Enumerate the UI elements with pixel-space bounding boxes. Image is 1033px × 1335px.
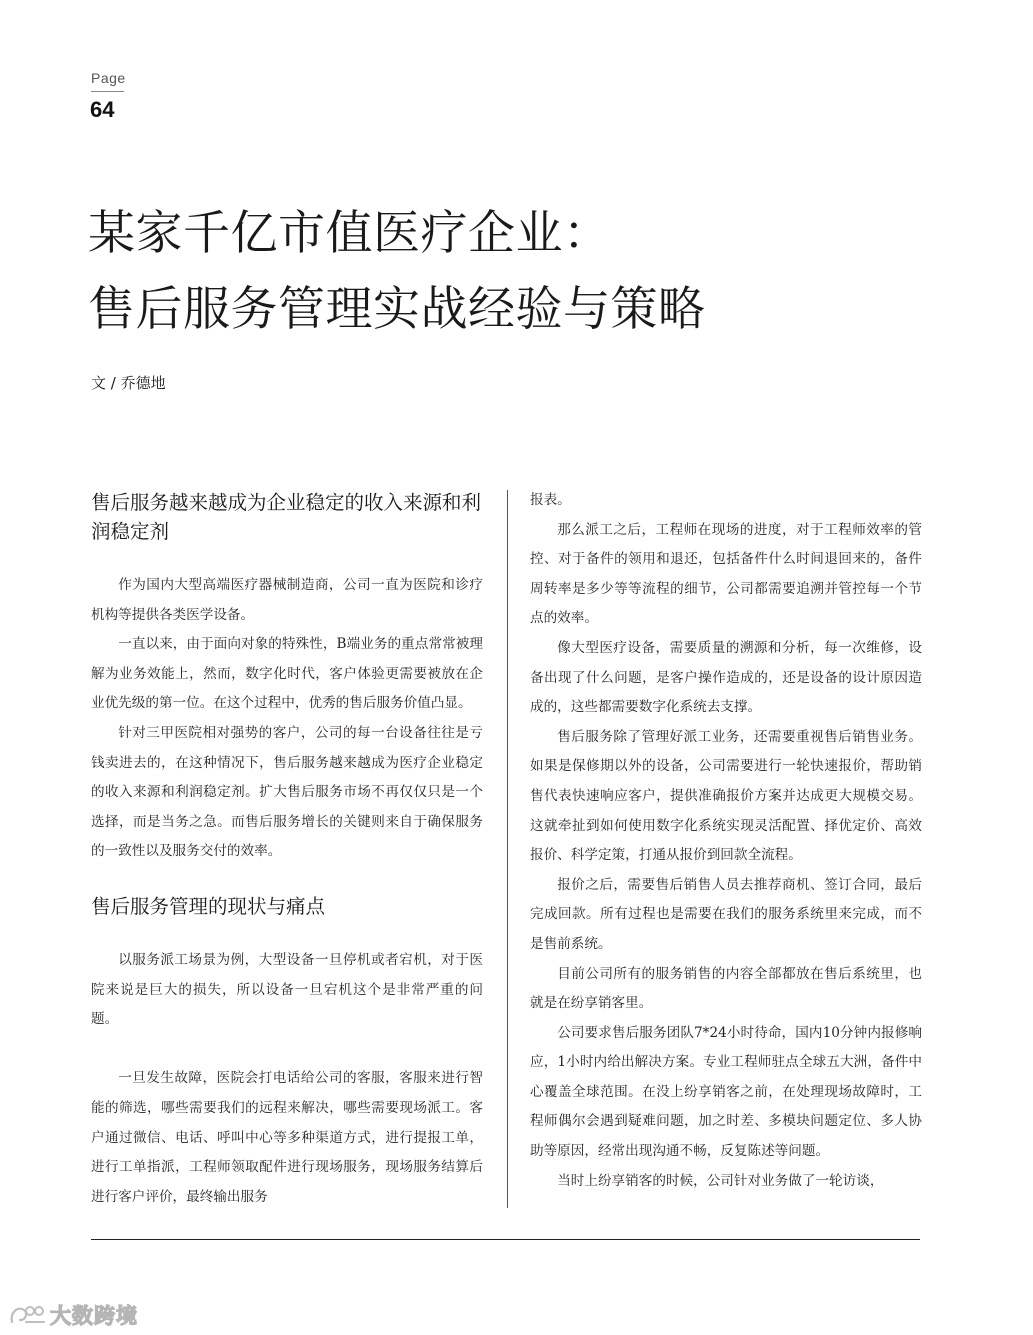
paragraph: 以服务派工场景为例，大型设备一旦停机或者宕机，对于医院来说是巨大的损失，所以设备一旦宕机这个是非常严重的问题。 [91, 951, 483, 1028]
watermark-text: 大数跨境 [50, 1304, 138, 1328]
column-divider [507, 490, 508, 1208]
byline: 文 / 乔德地 [91, 374, 166, 392]
title-line-2: 售后服务管理实战经验与策略 [88, 282, 706, 337]
paragraph: 一旦发生故障，医院会打电话给公司的客服，客服来进行智能的筛选，哪些需要我们的远程来解决，哪些需要现场派工。客户通过微信、电话、呼叫中心等多种渠道方式，进行提报工单，进行工单指派，工程师领取配件进行现场服务，现场服务结算后进行客户评价，最终输出服务 [91, 1070, 483, 1205]
paragraph: 目前公司所有的服务销售的内容全部都放在售后系统里，也就是在纷享销客里。 [530, 965, 922, 1012]
paragraph-continuation: 报表。 [530, 492, 571, 508]
paragraph: 售后服务除了管理好派工业务，还需要重视售后销售业务。如果是保修期以外的设备，公司需要进行一轮快速报价，帮助销售代表快速响应客户，提供准确报价方案并达成更大规模交易。这就牵扯到如何使用数字化系统实现灵活配置、择优定价、高效报价、科学定策，打通从报价到回款全流程。 [530, 728, 922, 864]
left-column [91, 488, 483, 1212]
paragraph: 一直以来，由于面向对象的特殊性，B端业务的重点常常被理解为业务效能上，然而，数字化时代，客户体验更需要被放在企业优先级的第一位。在这个过程中，优秀的售后服务价值凸显。 [91, 636, 483, 712]
page-number: 64 [90, 97, 115, 122]
bottom-rule [91, 1239, 920, 1240]
paragraph: 那么派工之后，工程师在现场的进度，对于工程师效率的管控、对于备件的领用和退还，包括备件什么时间退回来的，备件周转率是多少等等流程的细节，公司都需要追溯并管控每一个节点的效率。 [530, 521, 922, 627]
page-label-rule [91, 91, 124, 92]
watermark-logo-icon [8, 1302, 46, 1328]
section-heading-status: 售后服务管理的现状与痛点 [91, 894, 326, 918]
section-heading-income: 售后服务越来越成为企业稳定的收入来源和利润稳定剂 [91, 491, 482, 543]
page-label: Page [91, 70, 126, 86]
paragraph: 针对三甲医院相对强势的客户，公司的每一台设备往往是亏钱卖进去的，在这种情况下，售后服务越来越成为医疗企业稳定的收入来源和利润稳定剂。扩大售后服务市场不再仅仅只是一个选择，而是当务之急。而售后服务增长的关键则来自于确保服务的一致性以及服务交付的效率。 [91, 724, 483, 860]
right-column [530, 486, 922, 1196]
watermark [8, 1300, 138, 1330]
paragraph: 公司要求售后服务团队7*24小时待命，国内10分钟内报修响应，1小时内给出解决方案。专业工程师驻点全球五大洲，备件中心覆盖全球范围。在没上纷享销客之前，在处理现场故障时，工程师偶尔会遇到疑难问题，加之时差、多模块问题定位、多人协助等原因，经常出现沟通不畅，反复陈述等问题。 [530, 1024, 922, 1160]
paragraph: 当时上纷享销客的时候，公司针对业务做了一轮访谈， [557, 1172, 884, 1189]
paragraph: 作为国内大型高端医疗器械制造商，公司一直为医院和诊疗机构等提供各类医学设备。 [91, 577, 483, 623]
spacer [91, 867, 483, 892]
paragraph: 像大型医疗设备，需要质量的溯源和分析，每一次维修，设备出现了什么问题，是客户操作造成的，还是设备的设计原因造成的，这些都需要数字化系统去支撑。 [530, 639, 922, 716]
spacer [91, 1035, 483, 1065]
paragraph: 报价之后，需要售后销售人员去推荐商机、签订合同，最后完成回款。所有过程也是需要在我们的服务系统里来完成，而不是售前系统。 [530, 876, 922, 952]
title-line-1: 某家千亿市值医疗企业： [88, 206, 611, 261]
article-title [88, 196, 948, 348]
